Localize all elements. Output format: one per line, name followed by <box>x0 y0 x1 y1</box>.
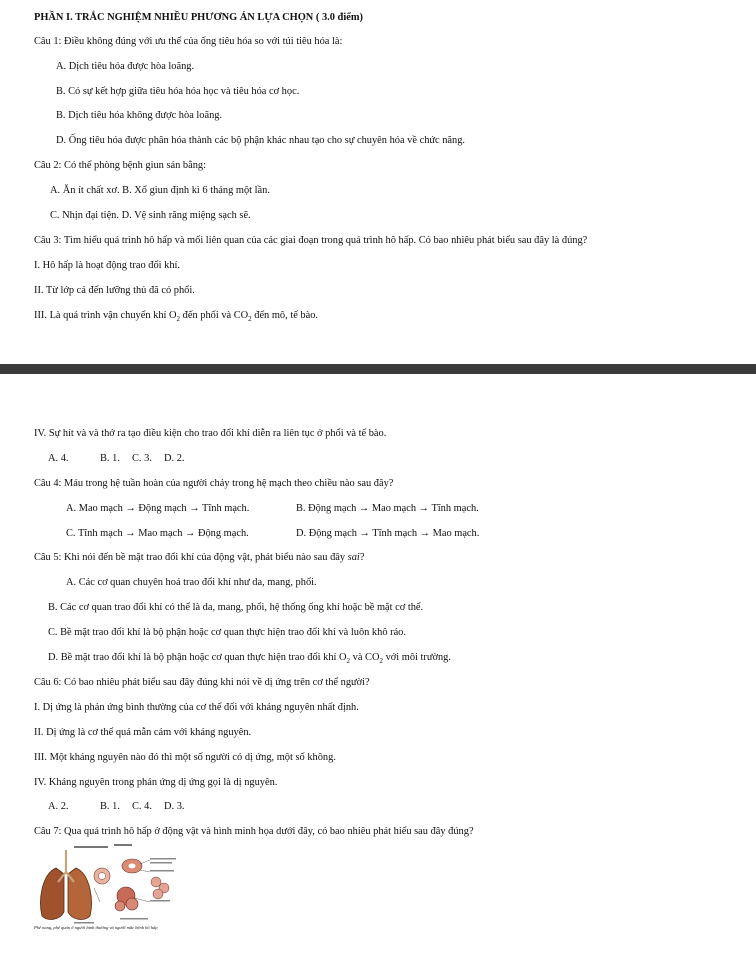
q3-statement-4: IV. Sự hít và và thở ra tạo điều kiện cho trao đổi khí diễn ra liên tục ở phổi và tế bào. <box>34 428 387 439</box>
q3-stem: Câu 3: Tìm hiểu quá trình hô hấp và mối liên quan của các giai đoạn trong quá trình hô hấp. Có bao nhiêu phát biểu sau đây là đúng? <box>34 235 588 246</box>
q6-options <box>48 801 185 813</box>
q2-options-row1: A. Ăn ít chất xơ. B. Xổ giun định kì 6 tháng một lần. <box>50 185 270 196</box>
q1-option-c: B. Dịch tiêu hóa không được hòa loãng. <box>56 110 223 121</box>
q3-statement-2: II. Từ lớp cá đến lưỡng thủ đã có phổi. <box>34 285 195 296</box>
q6-statement-1: I. Dị ứng là phản ứng bình thường của cơ thể đối với kháng nguyên nhất định. <box>34 702 359 713</box>
q5-emphasis: sai <box>347 552 360 563</box>
q6-statement-2: II. Dị ứng là cơ thể quá mẫn cảm với kháng nguyên. <box>34 727 252 738</box>
respiratory-illustration <box>34 842 180 930</box>
q5-option-b: B. Các cơ quan trao đổi khí có thể là da, mang, phổi, hệ thống ống khí hoặc bề mặt cơ thể. <box>48 602 424 613</box>
q6-statement-4: IV. Kháng nguyên trong phản ứng dị ứng gọi là dị nguyên. <box>34 777 278 788</box>
q6-statement-3: III. Một kháng nguyên nào đó thì một số người có dị ứng, một số không. <box>34 752 336 763</box>
q2-options-row2: C. Nhịn đại tiện. D. Vệ sinh răng miệng sạch sẽ. <box>50 210 251 221</box>
q5-option-c: C. Bề mặt trao đổi khí là bộ phận hoặc cơ quan thực hiện trao đổi khí và luôn khô ráo. <box>48 627 406 638</box>
q4-stem: Câu 4: Máu trong hệ tuần hoàn của người chảy trong hệ mạch theo chiều nào sau đây? <box>34 478 394 489</box>
q6-option-d: D. 3. <box>164 801 185 812</box>
q3-option-c: C. 3. <box>132 453 152 464</box>
q4-option-d: D. Động mạch → Tĩnh mạch → Mao mạch. <box>296 528 480 539</box>
part-heading: PHẦN I. TRẮC NGHIỆM NHIỀU PHƯƠNG ÁN LỰA CHỌN ( 3.0 điểm) <box>34 12 363 23</box>
q1-option-b: B. Có sự kết hợp giữa tiêu hóa hóa học và tiêu hóa cơ học. <box>56 86 300 97</box>
q4-option-b: B. Động mạch → Mao mạch → Tĩnh mạch. <box>296 503 479 514</box>
lungs-diagram-icon <box>34 842 180 930</box>
q4-option-a: A. Mao mạch → Động mạch → Tĩnh mạch. <box>66 503 250 514</box>
q2-stem: Câu 2: Có thể phòng bệnh giun sán bằng: <box>34 160 207 171</box>
q6-option-a: A. 2. <box>48 801 69 812</box>
q1-stem: Câu 1: Điều không đúng với ưu thế của ống tiêu hóa so với túi tiêu hóa là: <box>34 36 343 47</box>
q6-stem: Câu 6: Có bao nhiêu phát biểu sau đây đúng khi nói về dị ứng trên cơ thể người? <box>34 677 370 688</box>
q5-option-a: A. Các cơ quan chuyên hoá trao đổi khí như da, mang, phổi. <box>66 577 317 588</box>
q3-statement-3: III. Là quá trình vận chuyển khí $O_2$ đến phổi và $CO_2$ đến mô, tế bào. <box>34 310 319 324</box>
q7-stem: Câu 7: Qua quá trình hô hấp ở động vật và hình minh họa dưới đây, có bao nhiêu phát hiểu sau đây đúng? <box>34 826 474 837</box>
q3-statement-1: I. Hô hấp là hoạt động trao đổi khí. <box>34 260 181 271</box>
figure-caption: Phế nang, phế quản ở người bình thường và người mắc bệnh hô hấp <box>34 925 158 930</box>
q6-option-b: B. 1. <box>100 801 120 812</box>
q4-option-c: C. Tĩnh mạch → Mao mạch → Động mạch. <box>66 528 249 539</box>
q3-option-a: A. 4. <box>48 453 69 464</box>
q3-option-b: B. 1. <box>100 453 120 464</box>
q6-option-c: C. 4. <box>132 801 152 812</box>
q1-option-d: D. Ống tiêu hóa được phân hóa thành các bộ phận khác nhau tạo cho sự chuyên hóa về chức năng. <box>56 135 466 146</box>
q5-option-d: D. Bề mặt trao đổi khí là bộ phận hoặc cơ quan thực hiện trao đổi khí $O_2$ và $CO_2$ với môi trường. <box>48 652 451 666</box>
q3-options <box>48 453 185 465</box>
q3-option-d: D. 2. <box>164 453 185 464</box>
q5-stem: Câu 5: Khi nói đến bề mặt trao đổi khí của động vật, phát biểu nào sau đây sai? <box>34 552 365 563</box>
page-separator <box>0 364 756 374</box>
q1-option-a: A. Dịch tiêu hóa được hòa loãng. <box>56 61 195 72</box>
